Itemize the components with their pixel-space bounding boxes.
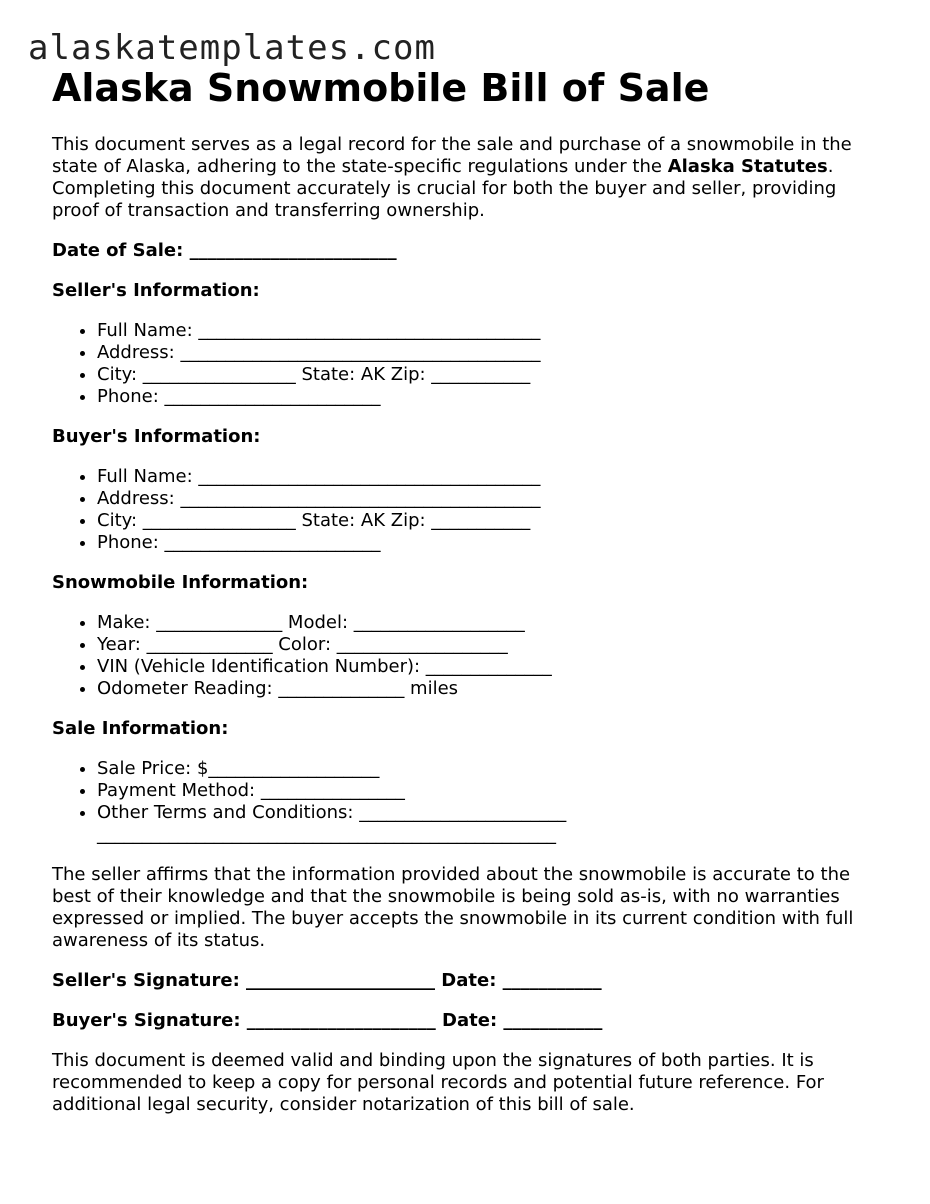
- buyer-info-list: [52, 466, 882, 554]
- payment-method-field: • Payment Method: ________________: [97, 780, 882, 802]
- buyer-signature-line: Buyer's Signature: _____________________ Date: ___________: [52, 1010, 603, 1031]
- buyer-city-state-zip-field: • City: _________________ State: AK Zip: ___________: [97, 510, 882, 532]
- seller-info-list: [52, 320, 882, 408]
- affirmation-paragraph: The seller affirms that the information provided about the snowmobile is accurate to the best of their knowledge and that the snowmobile is being sold as-is, with no warranties expressed or implied. The buyer accepts the snowmobile in its current condition with full awareness of its status.: [52, 864, 854, 951]
- buyer-full-name-field: • Full Name: ______________________________________: [97, 466, 882, 488]
- seller-info-heading: Seller's Information:: [52, 280, 260, 301]
- buyer-address-field: • Address: ________________________________________: [97, 488, 882, 510]
- snowmobile-info-heading: Snowmobile Information:: [52, 572, 309, 593]
- site-watermark: alaskatemplates.com: [28, 28, 436, 68]
- closing-paragraph: This document is deemed valid and binding upon the signatures of both parties. It is recommended to keep a copy for personal records and potential future reference. For additional legal security, consider notarization of this bill of sale.: [52, 1050, 824, 1115]
- sale-price-field: • Sale Price: $___________________: [97, 758, 882, 780]
- buyer-info-heading: Buyer's Information:: [52, 426, 261, 447]
- intro-text-end: . Completing this document accurately is crucial for both the buyer and seller, providing proof of transaction and transferring ownership.: [52, 156, 837, 221]
- intro-paragraph: [52, 134, 882, 222]
- odometer-field: • Odometer Reading: ______________ miles: [97, 678, 882, 700]
- intro-statutes-bold: Alaska Statutes: [667, 156, 828, 177]
- sale-info-list: [52, 758, 882, 846]
- snowmobile-info-list: [52, 612, 882, 700]
- bill-of-sale-document: [52, 64, 882, 1116]
- intro-text-start: This document serves as a legal record for the sale and purchase of a snowmobile in the state of Alaska, adhering to the state-specific regulations under the: [52, 134, 852, 177]
- make-model-field: • Make: ______________ Model: ___________________: [97, 612, 882, 634]
- buyer-phone-field: • Phone: ________________________: [97, 532, 882, 554]
- seller-signature-line: Seller's Signature: _____________________ Date: ___________: [52, 970, 602, 991]
- seller-city-state-zip-field: • City: _________________ State: AK Zip: ___________: [97, 364, 882, 386]
- document-title: Alaska Snowmobile Bill of Sale: [52, 66, 710, 110]
- date-of-sale-field: Date of Sale: _______________________: [52, 240, 397, 261]
- seller-full-name-field: • Full Name: ______________________________________: [97, 320, 882, 342]
- other-terms-continuation-line: ___________________________________________________: [97, 824, 556, 845]
- other-terms-field: • Other Terms and Conditions: _______________________: [97, 802, 882, 824]
- year-color-field: • Year: ______________ Color: ___________________: [97, 634, 882, 656]
- seller-address-field: • Address: ________________________________________: [97, 342, 882, 364]
- seller-phone-field: • Phone: ________________________: [97, 386, 882, 408]
- vin-field: • VIN (Vehicle Identification Number): ______________: [97, 656, 882, 678]
- sale-info-heading: Sale Information:: [52, 718, 229, 739]
